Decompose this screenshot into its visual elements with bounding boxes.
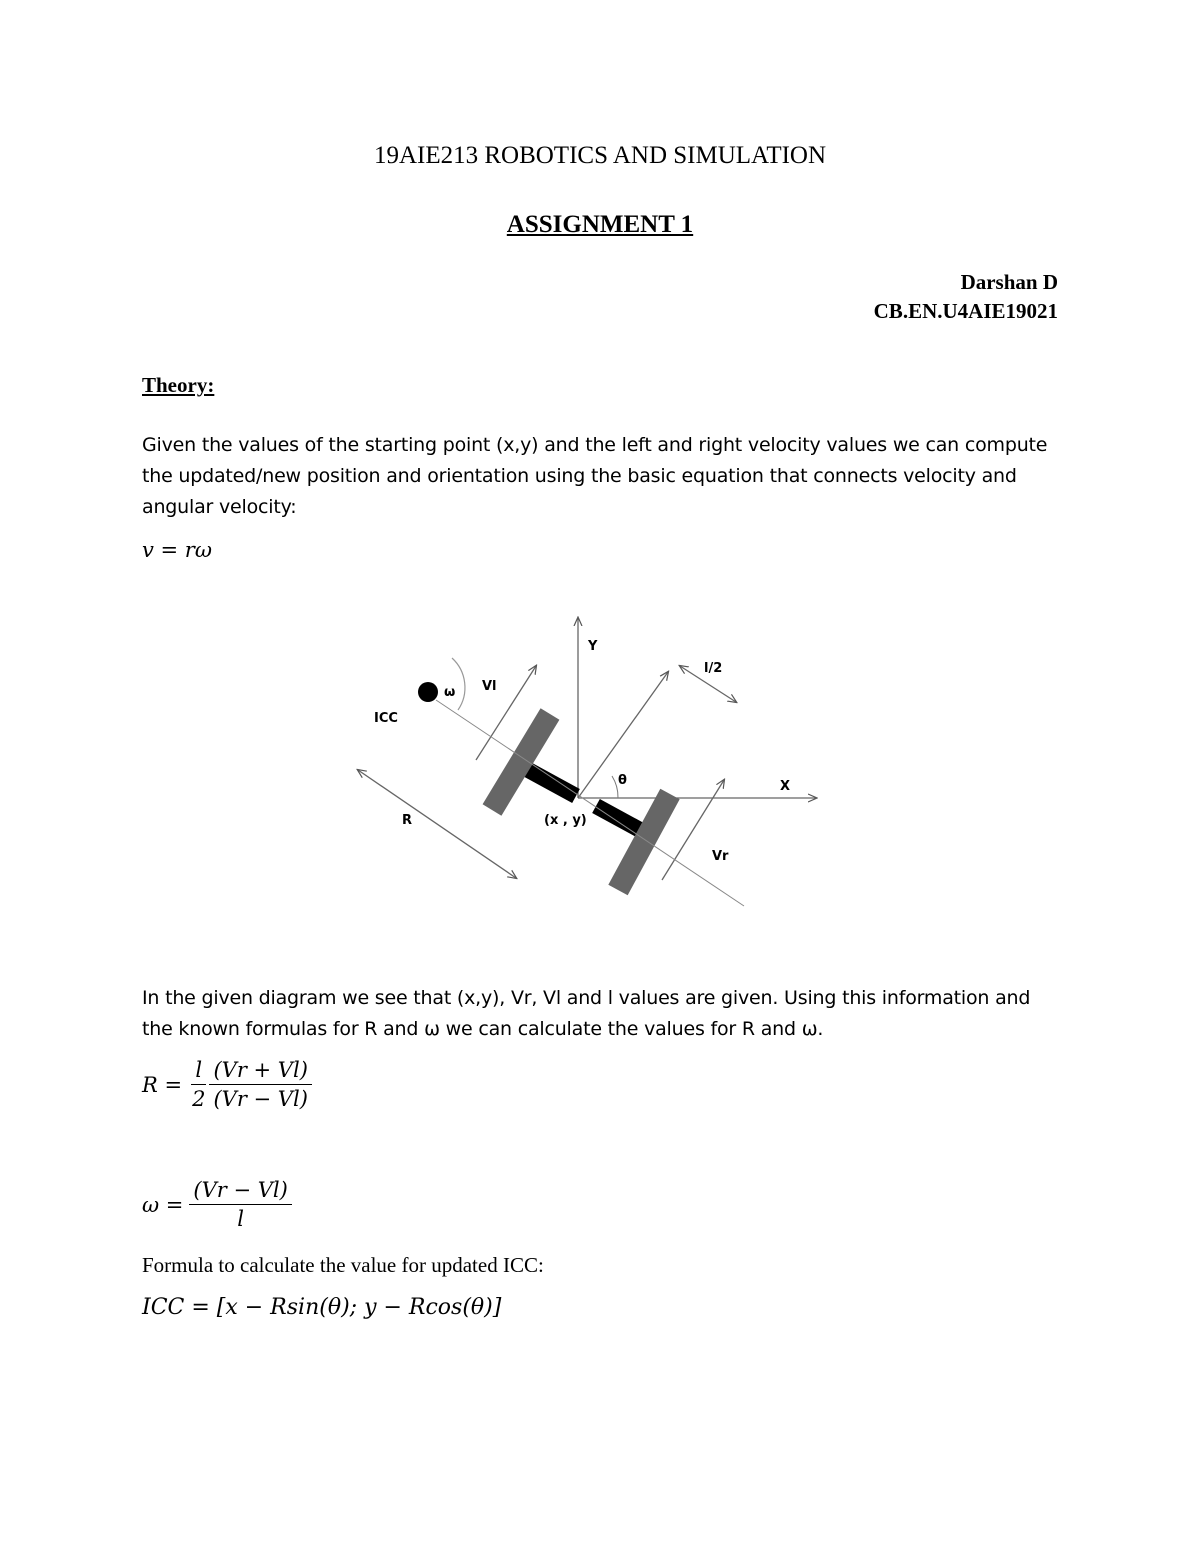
x-axis-label: X (780, 779, 791, 794)
vl-label: Vl (482, 679, 497, 694)
right-wheel (618, 794, 670, 890)
omega-numerator: (Vr − Vl) (189, 1178, 291, 1205)
radius-label: R (402, 813, 413, 828)
icc-formula: ICC = [x − Rsin(θ); y − Rcos(θ)] (142, 1295, 502, 1320)
icc-paragraph: Formula to calculate the value for updated ICC: (142, 1253, 544, 1277)
radius-coefficient (188, 1058, 209, 1111)
radius-formula-lhs: R = (142, 1072, 183, 1097)
robot-kinematics-diagram (340, 600, 840, 920)
vr-label: Vr (712, 849, 729, 864)
author-roll-number: CB.EN.U4AIE19021 (873, 299, 1058, 323)
theory-heading: Theory: (142, 373, 215, 397)
omega-denominator: l (237, 1207, 244, 1231)
omega-arc (452, 658, 465, 710)
assignment-title: ASSIGNMENT 1 (506, 211, 694, 238)
radius-denominator: (Vr − Vl) (213, 1087, 308, 1111)
radius-arrow (358, 770, 516, 878)
radius-formula (142, 1058, 312, 1111)
left-wheel (492, 714, 550, 810)
icc-line (436, 700, 744, 906)
velocity-equation: v = rω (142, 538, 212, 562)
radius-numerator: (Vr + Vl) (209, 1058, 311, 1085)
course-title: 19AIE213 ROBOTICS AND SIMULATION (373, 142, 827, 169)
position-label: (x , y) (544, 813, 587, 828)
radius-coef-numerator: l (191, 1058, 206, 1085)
right-axle (596, 806, 640, 830)
intro-paragraph: Given the values of the starting point (x,y) and the left and right velocity values we can compute the updated/new position and orientation using the basic equation that connects velocity and angular velocity: (142, 434, 1048, 518)
radius-fraction (209, 1058, 311, 1111)
half-axle-label: l/2 (704, 661, 723, 676)
author-name: Darshan D (960, 270, 1058, 294)
y-axis-label: Y (588, 639, 598, 654)
omega-label: ω (444, 685, 456, 700)
omega-fraction (189, 1178, 291, 1231)
icc-label: ICC (374, 711, 398, 726)
radius-coef-denominator: 2 (192, 1087, 206, 1111)
icc-point (418, 682, 438, 702)
theta-label: θ (618, 773, 627, 788)
diagram-paragraph: In the given diagram we see that (x,y), Vr, Vl and l values are given. Using this information and the known formulas for R and ω we can calculate the values for R and ω. (142, 987, 1031, 1040)
omega-formula (142, 1178, 292, 1231)
omega-formula-lhs: ω = (142, 1192, 184, 1217)
